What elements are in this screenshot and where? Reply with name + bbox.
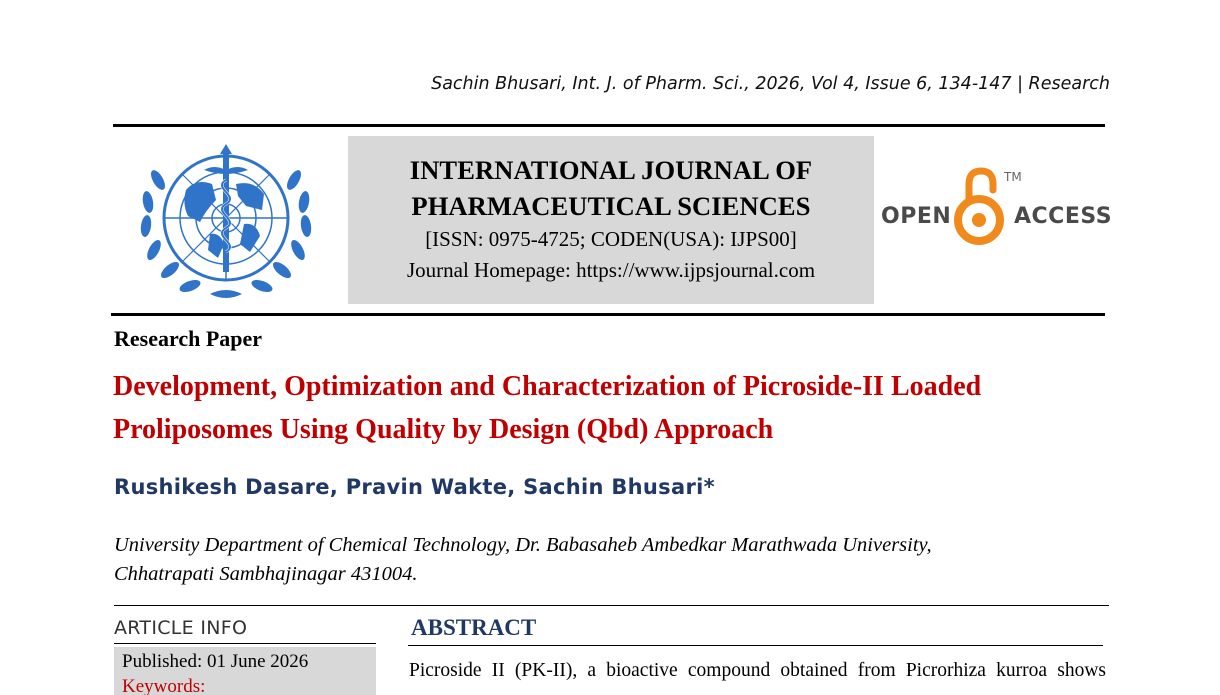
published-date: Published: 01 June 2026 xyxy=(122,651,309,672)
affiliation-line1: University Department of Chemical Technology, Dr. Babasaheb Ambedkar Marathwada University, xyxy=(114,534,932,556)
affiliation xyxy=(114,531,1034,589)
paper-title-line1: Development, Optimization and Characterization of Picroside-II Loaded xyxy=(113,371,982,402)
journal-name-line2: PHARMACEUTICAL SCIENCES xyxy=(411,191,811,221)
journal-homepage: Journal Homepage: https://www.ijpsjournal.com xyxy=(406,258,816,282)
abstract-heading: ABSTRACT xyxy=(411,615,537,640)
keywords-label: Keywords: xyxy=(122,676,206,695)
open-access-open-text: OPEN xyxy=(881,204,952,229)
journal-issn: [ISSN: 0975-4725; CODEN(USA): IJPS00] xyxy=(425,227,797,251)
paper-title xyxy=(113,365,1113,451)
section-divider xyxy=(114,605,1109,606)
running-head: Sachin Bhusari, Int. J. of Pharm. Sci., 2026, Vol 4, Issue 6, 134-147 | Research xyxy=(431,74,1110,94)
header-bottom-rule xyxy=(111,313,1105,316)
abstract-rule xyxy=(408,645,1103,646)
open-access-access-text: ACCESS xyxy=(1014,204,1113,229)
paper-title-line2: Proliposomes Using Quality by Design (Qbd) Approach xyxy=(113,414,774,445)
journal-banner xyxy=(348,136,874,304)
open-access-logo xyxy=(880,164,1113,250)
journal-name-line1: INTERNATIONAL JOURNAL OF xyxy=(409,155,813,185)
header-top-rule xyxy=(113,124,1105,127)
article-info-box xyxy=(114,647,376,695)
open-access-tm: TM xyxy=(1004,170,1022,184)
affiliation-line2: Chhatrapati Sambhajinagar 431004. xyxy=(114,563,418,585)
paper-type: Research Paper xyxy=(114,326,263,351)
abstract-text: Picroside II (PK-II), a bioactive compound obtained from Picrorhiza kurroa shows xyxy=(409,660,1106,681)
un-emblem-caduceus-icon xyxy=(126,140,326,305)
article-info-heading: ARTICLE INFO xyxy=(114,617,248,639)
open-access-lock-icon xyxy=(953,164,1005,250)
article-info-rule xyxy=(114,643,376,644)
author-list: Rushikesh Dasare, Pravin Wakte, Sachin Bhusari* xyxy=(114,475,715,499)
